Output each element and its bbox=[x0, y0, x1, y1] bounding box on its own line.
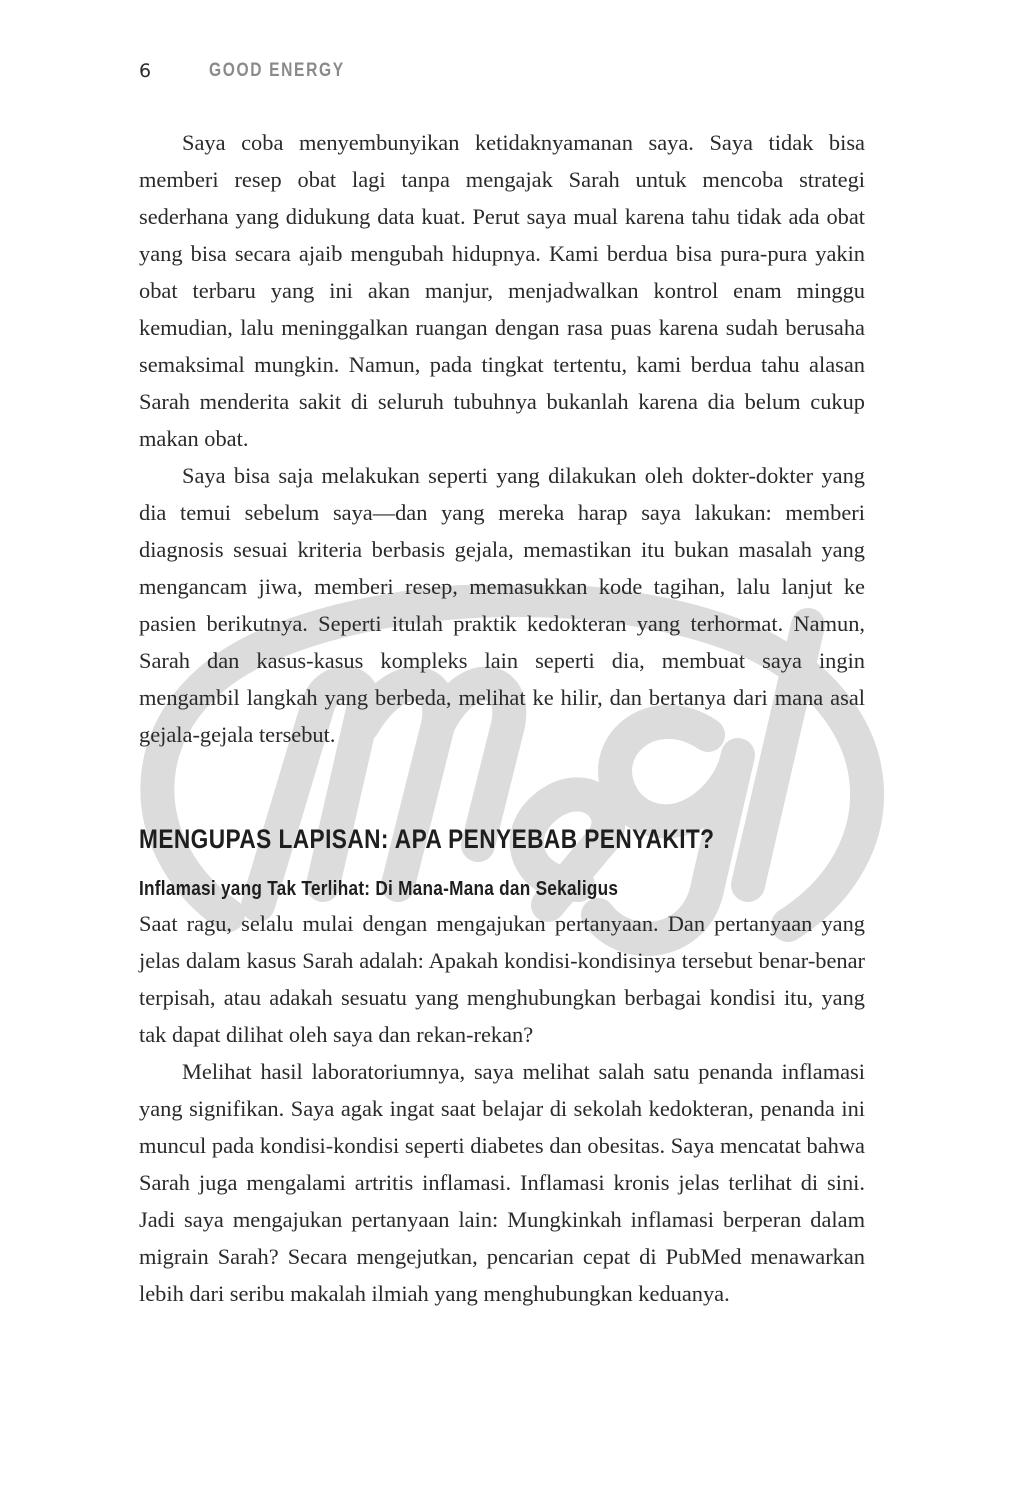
running-head bbox=[139, 58, 375, 84]
book-title: GOOD ENERGY bbox=[209, 60, 345, 81]
body-paragraph: Saat ragu, selalu mulai dengan mengajukan pertanyaan. Dan pertanyaan yang jelas dalam kasus Sarah adalah: Apakah kondisi-kondisinya tersebut benar-benar terpisah, atau adakah sesuatu yang menghubungkan berbagai kondisi itu, yang tak dapat dilihat oleh saya dan rekan-rekan? bbox=[139, 911, 865, 1047]
page-content bbox=[139, 124, 865, 1312]
section-subheading: Inflamasi yang Tak Terlihat: Di Mana-Mana dan Sekaligus bbox=[139, 877, 619, 900]
body-paragraph: Saya coba menyembunyikan ketidaknyamanan saya. Saya tidak bisa memberi resep obat lagi tanpa mengajak Sarah untuk mencoba strategi sederhana yang didukung data kuat. Perut saya mual karena tahu tidak ada obat yang bisa secara ajaib mengubah hidupnya. Kami berdua bisa pura-pura yakin obat terbaru yang ini akan manjur, menjadwalkan kontrol enam minggu kemudian, lalu meninggalkan ruangan dengan rasa puas karena sudah berusaha semaksimal mungkin. Namun, pada tingkat tertentu, kami berdua tahu alasan Sarah menderita sakit di seluruh tubuhnya bukanlah karena dia belum cukup makan obat. bbox=[139, 130, 865, 451]
body-paragraph: Melihat hasil laboratoriumnya, saya melihat salah satu penanda inflamasi yang signifikan. Saya agak ingat saat belajar di sekolah kedokteran, penanda ini muncul pada kondisi-kondisi seperti diabetes dan obesitas. Saya mencatat bahwa Sarah juga mengalami artritis inflamasi. Inflamasi kronis jelas terlihat di sini. Jadi saya mengajukan pertanyaan lain: Mungkinkah inflamasi berperan dalam migrain Sarah? Secara mengejutkan, pencarian cepat di PubMed menawarkan lebih dari seribu makalah ilmiah yang menghubungkan keduanya. bbox=[139, 1059, 865, 1306]
page-number: 6 bbox=[139, 60, 152, 82]
body-paragraph: Saya bisa saja melakukan seperti yang dilakukan oleh dokter-dokter yang dia temui sebelum saya—dan yang mereka harap saya lakukan: memberi diagnosis sesuai kriteria berbasis gejala, memastikan itu bukan masalah yang mengancam jiwa, memberi resep, memasukkan kode tagihan, lalu lanjut ke pasien berikutnya. Seperti itulah praktik kedokteran yang terhormat. Namun, Sarah dan kasus-kasus kompleks lain seperti dia, membuat saya ingin mengambil langkah yang berbeda, melihat ke hilir, dan bertanya dari mana asal gejala-gejala tersebut. bbox=[139, 463, 865, 747]
section-heading: MENGUPAS LAPISAN: APA PENYEBAB PENYAKIT? bbox=[139, 824, 715, 854]
